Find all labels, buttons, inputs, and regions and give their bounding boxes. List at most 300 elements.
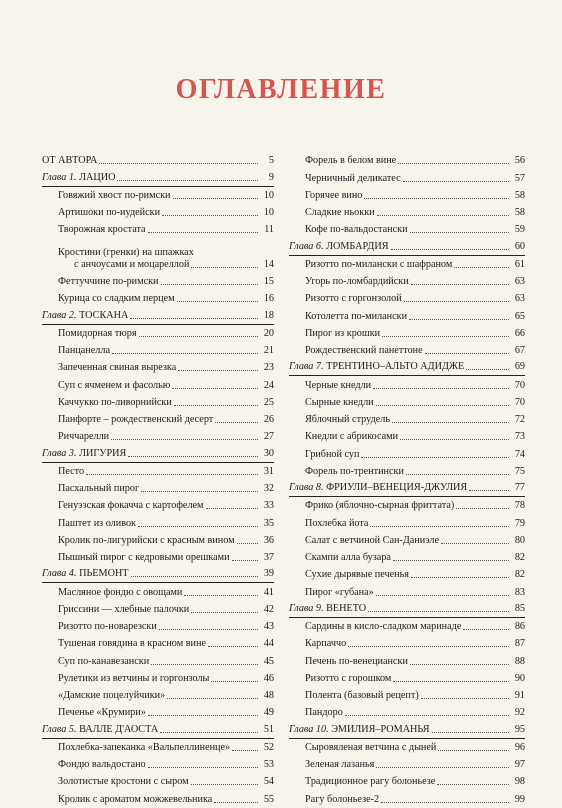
toc-entry[interactable] <box>42 204 274 221</box>
page-number: 14 <box>263 258 274 270</box>
toc-entry[interactable] <box>289 497 525 514</box>
toc-entry[interactable] <box>42 376 274 393</box>
entry-line2 <box>58 259 274 271</box>
dot-leader <box>376 767 509 768</box>
toc-entry[interactable] <box>42 411 274 428</box>
dot-leader <box>99 163 258 164</box>
dot-leader <box>376 595 509 596</box>
entry-title: Ризотто с горгонзолой <box>305 293 402 305</box>
toc-entry[interactable] <box>42 325 274 342</box>
page-number: 23 <box>263 362 274 374</box>
page-number: 42 <box>263 603 274 615</box>
dot-leader <box>406 474 509 475</box>
entry-title: Творожная кростата <box>58 224 146 236</box>
page-number: 77 <box>514 482 525 493</box>
toc-entry[interactable] <box>42 290 274 307</box>
entry-title: Суп с ячменем и фасолью <box>58 379 171 391</box>
dot-leader <box>370 526 509 527</box>
page-number: 39 <box>263 568 274 580</box>
page-number: 74 <box>514 448 525 460</box>
entry-title: Ризотто с горошком <box>305 672 392 684</box>
dot-leader <box>215 422 258 423</box>
toc-entry[interactable] <box>42 670 274 687</box>
dot-leader <box>411 284 509 285</box>
page-number: 79 <box>514 517 525 529</box>
toc-chapter-entry[interactable] <box>42 566 274 583</box>
entry-title: Пирог «губана» <box>305 586 374 598</box>
dot-leader <box>364 198 509 199</box>
entry-title: Песто <box>58 465 85 477</box>
dot-leader <box>177 301 258 302</box>
toc-entry[interactable] <box>289 618 525 635</box>
chapter-name: ЛАЦИО <box>79 171 116 183</box>
dot-leader <box>211 681 258 682</box>
entry-title <box>289 724 430 736</box>
dot-leader <box>409 319 509 320</box>
dot-leader <box>438 750 509 751</box>
toc-chapter-entry[interactable] <box>42 307 274 324</box>
dot-leader <box>348 646 509 647</box>
dot-leader <box>345 715 509 716</box>
entry-title: ОТ АВТОРА <box>42 155 98 167</box>
dot-leader <box>159 629 258 630</box>
entry-title: Печень по-венециански <box>305 655 408 667</box>
dot-leader <box>376 405 509 406</box>
entry-title: Панцанелла <box>58 345 110 356</box>
toc-chapter-entry[interactable] <box>289 238 525 255</box>
page-number: 87 <box>514 638 525 650</box>
toc-chapter-entry[interactable] <box>289 359 525 376</box>
entry-title: Салат с ветчиной Сан-Даниэле <box>305 534 439 546</box>
dot-leader <box>141 491 258 492</box>
page-number: 70 <box>514 396 525 408</box>
toc-entry[interactable] <box>289 169 525 186</box>
page-number: 82 <box>514 552 525 563</box>
page-number: 18 <box>263 309 274 321</box>
chapter-prefix: Глава 4. <box>42 568 77 580</box>
entry-title: Суп по-канавезански <box>58 655 150 667</box>
entry-title: Грибной суп <box>305 448 360 460</box>
dot-leader <box>148 767 258 768</box>
page-number: 61 <box>514 258 525 270</box>
entry-title: Панфорте – рождественский десерт <box>58 414 214 425</box>
toc-entry[interactable] <box>42 514 274 531</box>
entry-title: Угорь по-ломбардийски <box>305 276 409 287</box>
dot-leader <box>437 784 509 785</box>
toc-entry[interactable] <box>289 342 525 359</box>
entry-title: Тушеная говядина в красном вине <box>58 638 206 650</box>
toc-entry[interactable] <box>42 532 274 549</box>
dot-leader <box>454 267 509 268</box>
page-number: 26 <box>263 414 274 425</box>
entry-title <box>42 568 129 580</box>
dot-leader <box>410 232 509 233</box>
toc-entry[interactable] <box>289 652 525 669</box>
page-title: ОГЛАВЛЕНИЕ <box>175 74 387 105</box>
entry-title: Артишоки по-иудейски <box>58 207 161 218</box>
entry-title: Пышный пирог с кедровыми орешками <box>58 552 230 563</box>
chapter-name: ЛИГУРИЯ <box>79 447 127 459</box>
toc-entry[interactable] <box>42 394 274 411</box>
dot-leader <box>162 215 258 216</box>
chapter-prefix: Глава 6. <box>289 240 324 252</box>
dot-leader <box>148 715 258 716</box>
dot-leader <box>138 526 258 527</box>
toc-entry[interactable] <box>289 273 525 290</box>
toc-chapter-entry[interactable] <box>289 480 525 497</box>
page-number: 58 <box>514 207 525 218</box>
toc-entry[interactable] <box>289 411 525 428</box>
dot-leader <box>191 612 258 613</box>
dot-leader <box>167 698 258 699</box>
entry-title-line2: с анчоусами и моцареллой <box>74 258 190 270</box>
dot-leader <box>117 180 258 181</box>
toc-entry[interactable] <box>42 756 274 773</box>
toc-entry[interactable] <box>42 497 274 514</box>
dot-leader <box>469 490 509 491</box>
dot-leader <box>368 611 509 612</box>
page-number: 69 <box>514 361 525 373</box>
page-number: 10 <box>263 207 274 218</box>
entry-title: Рулетики из ветчины и горгонзолы <box>58 672 210 684</box>
chapter-prefix: Глава 9. <box>289 602 324 614</box>
toc-entry[interactable] <box>42 463 274 480</box>
page-number: 66 <box>514 327 525 339</box>
page-number: 63 <box>514 293 525 305</box>
dot-leader <box>160 732 258 733</box>
dot-leader <box>411 577 509 578</box>
toc-chapter-entry[interactable] <box>42 721 274 738</box>
entry-title: Каччукко по-ливорнийски <box>58 396 172 408</box>
page-number: 30 <box>263 447 274 459</box>
toc-entry[interactable] <box>289 532 525 549</box>
chapter-prefix: Глава 2. <box>42 309 77 321</box>
page-number: 73 <box>514 431 525 443</box>
entry-title: Черные кнедли <box>305 379 372 391</box>
toc-entry[interactable] <box>289 428 525 445</box>
page-number: 9 <box>268 171 274 183</box>
page-number: 82 <box>514 569 525 581</box>
entry-title: Фрико (яблочно-сырная фриттата) <box>305 500 455 512</box>
entry-title: Паштет из оливок <box>58 517 136 529</box>
page-number: 32 <box>263 483 274 494</box>
chapter-name: ТОСКАНА <box>79 309 129 321</box>
entry-title: «Дамские поцелуйчики» <box>58 690 166 701</box>
entry-title: Рождественский панеттоне <box>305 345 423 356</box>
page-number: 27 <box>263 431 274 443</box>
toc-entry[interactable] <box>42 704 274 721</box>
page-number: 63 <box>514 276 525 287</box>
entry-title <box>42 310 128 322</box>
entry-title <box>289 603 366 615</box>
page-number: 44 <box>263 638 274 650</box>
dot-leader <box>232 560 258 561</box>
toc-column-right <box>289 152 525 808</box>
page-number: 41 <box>263 586 274 598</box>
page-number: 35 <box>263 517 274 529</box>
page-number: 80 <box>514 534 525 546</box>
toc-chapter-entry[interactable] <box>42 169 274 186</box>
toc-entry[interactable] <box>289 394 525 411</box>
entry-title: Яблочный струдель <box>305 414 391 425</box>
toc-entry[interactable] <box>289 376 525 393</box>
page-number: 25 <box>263 396 274 408</box>
page-number: 48 <box>263 690 274 701</box>
entry-title: Кролик по-лигурийски с красным вином <box>58 534 235 546</box>
dot-leader <box>393 681 509 682</box>
toc-entry[interactable] <box>42 549 274 566</box>
page-number: 20 <box>263 327 274 339</box>
entry-title: Кролик с ароматом можжевельника <box>58 793 213 805</box>
entry-title: Печенье «Крумири» <box>58 707 146 719</box>
entry-title: Пандоро <box>305 707 343 719</box>
entry-title: Гриссини — хлебные палочки <box>58 603 190 615</box>
chapter-prefix: Глава 7. <box>289 361 324 373</box>
dot-leader <box>432 732 509 733</box>
dot-leader <box>111 439 258 440</box>
dot-leader <box>425 353 509 354</box>
page-number: 55 <box>263 793 274 805</box>
dot-leader <box>404 301 509 302</box>
chapter-prefix: Глава 1. <box>42 171 77 183</box>
toc-front-entry[interactable] <box>42 152 274 169</box>
page-number: 37 <box>263 552 274 563</box>
dot-leader <box>191 267 258 268</box>
page-number: 67 <box>514 345 525 356</box>
entry-title: Говяжий хвост по-римски <box>58 189 171 201</box>
toc-entry[interactable] <box>289 445 525 462</box>
toc-entry[interactable] <box>42 635 274 652</box>
toc-entry[interactable] <box>42 187 274 204</box>
page-number: 85 <box>514 602 525 614</box>
page-number: 16 <box>263 293 274 305</box>
entry-title: Запеченная свиная вырезка <box>58 362 177 374</box>
page-number: 65 <box>514 310 525 322</box>
toc-entry[interactable] <box>289 704 525 721</box>
toc-entry[interactable] <box>42 739 274 756</box>
toc-entry[interactable] <box>42 273 274 290</box>
page-number: 96 <box>514 741 525 753</box>
toc-entry[interactable] <box>289 221 525 238</box>
page-number: 10 <box>263 189 274 201</box>
toc-entry[interactable] <box>289 583 525 600</box>
dot-leader <box>232 750 258 751</box>
toc-entry[interactable] <box>289 204 525 221</box>
entry-title: Похлебка-запеканка «Вальпеллиненце» <box>58 741 231 753</box>
toc-entry[interactable] <box>289 790 525 807</box>
entry-title <box>289 241 389 253</box>
chapter-name: ЛОМБАРДИЯ <box>326 240 389 252</box>
toc-entry[interactable] <box>289 290 525 307</box>
toc-entry[interactable] <box>42 221 274 238</box>
page-number: 97 <box>514 759 525 770</box>
page-number: 99 <box>514 793 525 805</box>
dot-leader <box>86 474 258 475</box>
dot-leader <box>172 388 258 389</box>
toc-entry[interactable] <box>289 152 525 169</box>
toc-entry[interactable] <box>289 687 525 704</box>
toc-entry[interactable] <box>42 618 274 635</box>
toc-chapter-entry[interactable] <box>289 601 525 618</box>
dot-leader <box>410 664 509 665</box>
toc-entry[interactable] <box>42 238 274 273</box>
toc-entry[interactable] <box>289 635 525 652</box>
toc-entry[interactable] <box>42 601 274 618</box>
page-number: 58 <box>514 189 525 201</box>
dot-leader <box>382 336 509 337</box>
chapter-name: ЭМИЛИЯ–РОМАНЬЯ <box>331 723 430 735</box>
page-number: 53 <box>263 759 274 770</box>
entry-title: Пирог из крошки <box>305 327 381 339</box>
entry-title: Горячее вино <box>305 189 363 201</box>
toc-entry[interactable] <box>289 256 525 273</box>
dot-leader <box>161 284 258 285</box>
entry-title: Курица со сладким перцем <box>58 293 175 305</box>
entry-title: Кофе по-вальдостански <box>305 224 408 236</box>
page-number: 31 <box>263 465 274 477</box>
page-number: 90 <box>514 672 525 684</box>
chapter-name: ТРЕНТИНО–АЛЬТО АДИДЖЕ <box>326 361 465 373</box>
entry-title: Сыровяленая ветчина с дыней <box>305 741 437 753</box>
chapter-name: ФРИУЛИ–ВЕНЕЦИЯ-ДЖУЛИЯ <box>326 482 468 493</box>
entry-title: Фондю вальдостано <box>58 759 146 770</box>
page-number: 46 <box>263 672 274 684</box>
dot-leader <box>373 388 509 389</box>
entry-title <box>289 361 464 373</box>
entry-title: Золотистые кростони с сыром <box>58 776 189 788</box>
entry-title: Похлебка йота <box>305 517 369 529</box>
entry-title <box>42 172 115 184</box>
toc-entry[interactable] <box>42 583 274 600</box>
dot-leader <box>130 318 258 319</box>
toc-entry[interactable] <box>42 773 274 790</box>
entry-title: Традиционное рагу болоньезе <box>305 776 436 788</box>
toc-entry[interactable] <box>289 325 525 342</box>
entry-title: Масляное фондю с овощами <box>58 586 183 598</box>
entry-title: Ризотто по-милански с шафраном <box>305 258 453 270</box>
dot-leader <box>151 664 258 665</box>
page-number: 86 <box>514 621 525 632</box>
dot-leader <box>381 802 509 803</box>
toc-entry[interactable] <box>42 428 274 445</box>
toc-entry[interactable] <box>289 756 525 773</box>
page-number: 36 <box>263 534 274 546</box>
page-number: 24 <box>263 379 274 391</box>
toc-chapter-entry[interactable] <box>42 445 274 462</box>
page-number: 15 <box>263 276 274 287</box>
entry-title: Черничный деликатес <box>305 172 401 184</box>
page-number: 72 <box>514 414 525 425</box>
dot-leader <box>377 215 509 216</box>
toc-entry[interactable] <box>42 359 274 376</box>
toc-entry[interactable] <box>289 670 525 687</box>
toc-entry[interactable] <box>289 566 525 583</box>
entry-title <box>42 448 126 460</box>
page-number: 88 <box>514 655 525 667</box>
dot-leader <box>403 181 509 182</box>
entry-title: Риччарелли <box>58 431 110 443</box>
page-number: 21 <box>263 345 274 356</box>
toc-chapter-entry[interactable] <box>289 721 525 738</box>
dot-leader <box>131 576 258 577</box>
entry-title: Феттуччине по-римски <box>58 276 159 287</box>
page-number: 49 <box>263 707 274 719</box>
page-number: 60 <box>514 240 525 252</box>
dot-leader <box>466 369 509 370</box>
dot-leader <box>237 543 258 544</box>
page-number: 83 <box>514 586 525 598</box>
dot-leader <box>400 439 509 440</box>
page-number: 43 <box>263 621 274 632</box>
chapter-prefix: Глава 3. <box>42 447 77 459</box>
dot-leader <box>393 560 509 561</box>
dot-leader <box>206 508 259 509</box>
dot-leader <box>398 163 509 164</box>
chapter-prefix: Глава 5. <box>42 723 77 735</box>
entry-title: Генуэзская фокачча с картофелем <box>58 500 204 512</box>
toc-entry[interactable] <box>289 739 525 756</box>
toc-entry[interactable] <box>42 342 274 359</box>
page-number: 91 <box>514 690 525 701</box>
page-number: 56 <box>514 155 525 167</box>
entry-title: Пасхальный пирог <box>58 483 140 494</box>
page-number: 78 <box>514 500 525 512</box>
page-number: 5 <box>268 155 274 167</box>
chapter-name: ВЕНЕТО <box>326 602 367 614</box>
toc-entry[interactable] <box>289 773 525 790</box>
dot-leader <box>421 698 509 699</box>
dot-leader <box>148 232 258 233</box>
toc-entry[interactable] <box>289 187 525 204</box>
entry-title: Сладкие ньокки <box>305 207 375 218</box>
page-number: 59 <box>514 224 525 236</box>
toc-column-left <box>42 152 274 808</box>
dot-leader <box>112 353 258 354</box>
entry-title: Котолетта по-милански <box>305 310 408 322</box>
entry-title: Форель в белом вине <box>305 155 397 167</box>
toc-entry[interactable] <box>42 687 274 704</box>
chapter-prefix: Глава 10. <box>289 723 329 735</box>
toc-entry[interactable] <box>42 652 274 669</box>
entry-title: Ризотто по-новарезски <box>58 621 157 632</box>
dot-leader <box>173 198 259 199</box>
dot-leader <box>139 336 258 337</box>
dot-leader <box>392 422 509 423</box>
page-number: 45 <box>263 655 274 667</box>
toc-entry[interactable] <box>42 480 274 497</box>
dot-leader <box>128 456 258 457</box>
page-number: 57 <box>514 172 525 184</box>
page-number: 33 <box>263 500 274 512</box>
page-number: 54 <box>263 776 274 788</box>
toc-entry[interactable] <box>289 549 525 566</box>
dot-leader <box>214 802 258 803</box>
entry-title: Помидорная тюря <box>58 327 137 339</box>
toc-entry[interactable] <box>289 514 525 531</box>
page-number: 70 <box>514 379 525 391</box>
toc-entry[interactable] <box>289 307 525 324</box>
entry-title: Сырные кнедли <box>305 396 374 408</box>
toc-entry[interactable] <box>289 463 525 480</box>
entry-title: Рагу болоньезе-2 <box>305 793 380 805</box>
entry-title: Зеленая лазанья <box>305 759 375 770</box>
toc-entry[interactable] <box>42 790 274 807</box>
entry-title: Скампи алла бузара <box>305 552 391 563</box>
dot-leader <box>178 370 258 371</box>
entry-title: Форель по-трентински <box>305 465 404 477</box>
page-number: 52 <box>263 741 274 753</box>
dot-leader <box>208 646 258 647</box>
